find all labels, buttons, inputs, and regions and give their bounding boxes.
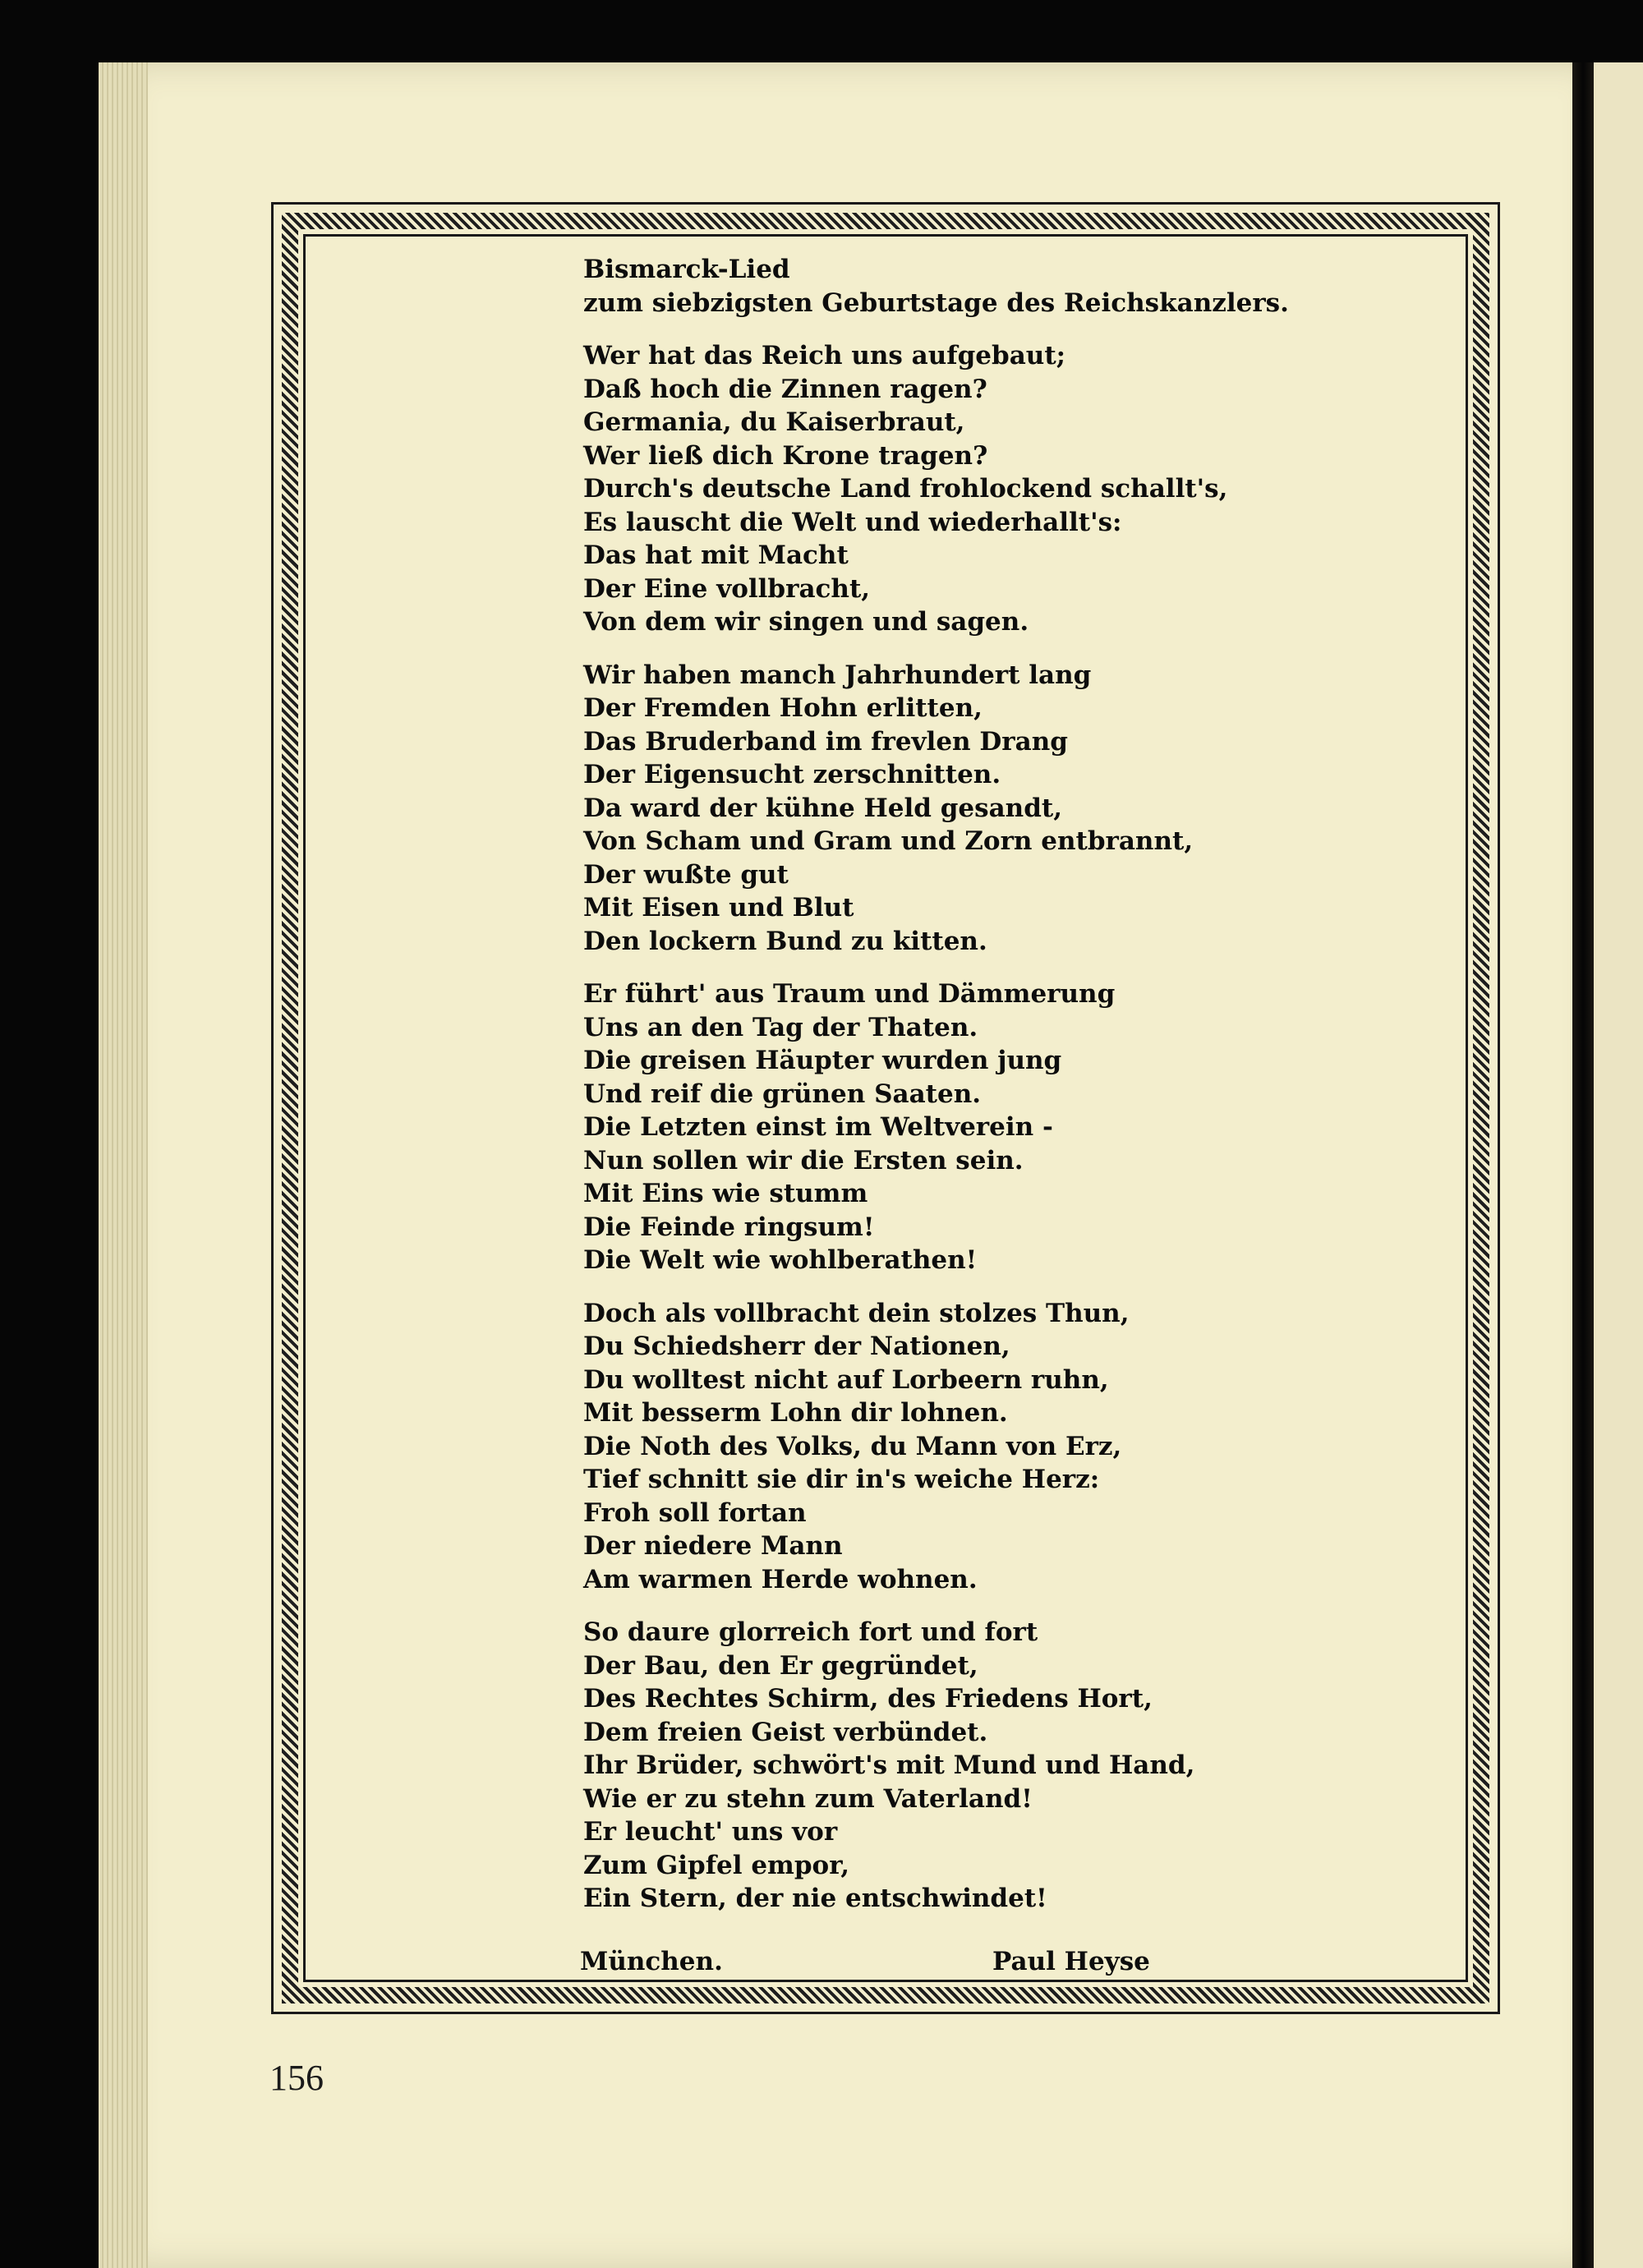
poem-block bbox=[583, 253, 1289, 1916]
verse-line: Dem freien Geist verbündet. bbox=[583, 1717, 988, 1747]
verse-line: Nun sollen wir die Ersten sein. bbox=[583, 1145, 1024, 1175]
verse-line: Der Fremden Hohn erlitten, bbox=[583, 693, 983, 723]
verse-line: Es lauscht die Welt und wiederhallt's: bbox=[583, 507, 1122, 537]
verse-line: Die Welt wie wohlberathen! bbox=[583, 1245, 978, 1275]
verse-line: Er leucht' uns vor bbox=[583, 1817, 838, 1847]
verse-line: Von dem wir singen und sagen. bbox=[583, 607, 1029, 637]
page-edges bbox=[99, 62, 148, 2268]
facing-page-edge bbox=[1594, 62, 1643, 2268]
verse-line: Die Noth des Volks, du Mann von Erz, bbox=[583, 1431, 1122, 1461]
stanza-3 bbox=[583, 978, 1257, 1277]
verse-line: Den lockern Bund zu kitten. bbox=[583, 926, 987, 956]
verse-line: Der niedere Mann bbox=[583, 1531, 843, 1561]
verse-line: Du Schiedsherr der Nationen, bbox=[583, 1332, 1010, 1361]
verse-line: Germania, du Kaiserbraut, bbox=[583, 407, 965, 437]
verse-line: Uns an den Tag der Thaten. bbox=[583, 1012, 978, 1042]
verse-line: Doch als vollbracht dein stolzes Thun, bbox=[583, 1298, 1130, 1328]
verse-line: Wer hat das Reich uns aufgebaut; bbox=[583, 341, 1066, 370]
verse-line: Die greisen Häupter wurden jung bbox=[583, 1046, 1062, 1075]
verse-line: Der Bau, den Er gegründet, bbox=[583, 1650, 978, 1681]
place-signature: München. bbox=[580, 1947, 723, 1976]
verse-line: Das hat mit Macht bbox=[583, 541, 849, 570]
page-number: 156 bbox=[269, 2058, 324, 2098]
stanza-4 bbox=[583, 1297, 1257, 1597]
verse-line: Froh soll fortan bbox=[583, 1497, 807, 1528]
poem-title: Bismarck-Lied bbox=[583, 255, 790, 284]
verse-line: Die Feinde ringsum! bbox=[583, 1212, 875, 1242]
verse-line: Zum Gipfel empor, bbox=[583, 1850, 850, 1880]
verse-line: Er führt' aus Traum und Dämmerung bbox=[583, 979, 1116, 1009]
verse-line: Wer ließ dich Krone tragen? bbox=[583, 440, 988, 471]
author-signature: Paul Heyse bbox=[992, 1947, 1150, 1976]
verse-line: Ein Stern, der nie entschwindet! bbox=[583, 1884, 1047, 1913]
stanza-2 bbox=[583, 659, 1257, 959]
verse-line: Da ward der kühne Held gesandt, bbox=[583, 793, 1062, 823]
verse-line: Das Bruderband im frevlen Drang bbox=[583, 726, 1068, 757]
verse-line: Der wußte gut bbox=[583, 859, 789, 890]
verse-line: Du wolltest nicht auf Lorbeern ruhn, bbox=[583, 1364, 1109, 1395]
verse-line: Von Scham und Gram und Zorn entbrannt, bbox=[583, 826, 1194, 856]
verse-line: Mit Eisen und Blut bbox=[583, 893, 854, 922]
verse-line: Daß hoch die Zinnen ragen? bbox=[583, 374, 987, 404]
verse-line: Die Letzten einst im Weltverein - bbox=[583, 1112, 1053, 1142]
verse-line: Mit Eins wie stumm bbox=[583, 1179, 868, 1208]
verse-line: Und reif die grünen Saaten. bbox=[583, 1079, 982, 1109]
verse-line: Tief schnitt sie dir in's weiche Herz: bbox=[583, 1465, 1100, 1494]
verse-line: Der Eine vollbracht, bbox=[583, 573, 871, 604]
verse-line: Wie er zu stehn zum Vaterland! bbox=[583, 1783, 1033, 1814]
verse-line: Der Eigensucht zerschnitten. bbox=[583, 760, 1001, 789]
verse-line: Ihr Brüder, schwört's mit Mund und Hand, bbox=[583, 1750, 1195, 1780]
verse-line: Wir haben manch Jahrhundert lang bbox=[583, 660, 1092, 690]
poem-subtitle: zum siebzigsten Geburtstage des Reichskanzlers. bbox=[583, 288, 1289, 318]
stanza-1 bbox=[583, 339, 1257, 639]
verse-line: Am warmen Herde wohnen. bbox=[583, 1564, 978, 1594]
verse-line: Durch's deutsche Land frohlockend schallt's, bbox=[583, 474, 1228, 504]
verse-line: Mit besserm Lohn dir lohnen. bbox=[583, 1398, 1008, 1428]
verse-line: So daure glorreich fort und fort bbox=[583, 1617, 1038, 1647]
stanza-5 bbox=[583, 1616, 1257, 1916]
verse-line: Des Rechtes Schirm, des Friedens Hort, bbox=[583, 1684, 1153, 1714]
book-gutter bbox=[1572, 62, 1594, 2268]
